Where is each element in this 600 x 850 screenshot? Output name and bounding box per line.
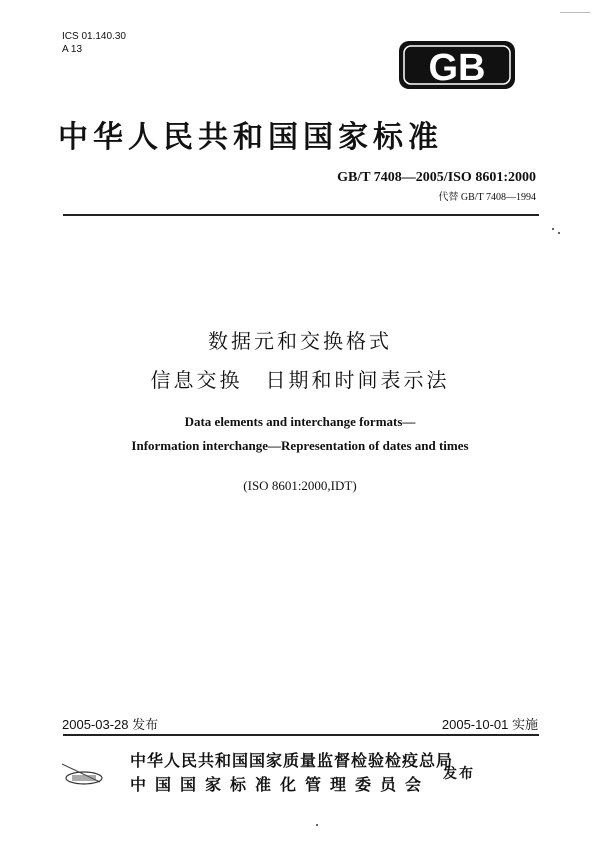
national-standard-title: 中华人民共和国国家标准	[58, 120, 443, 155]
replaces-standard: 代替 GB/T 7408—1994	[438, 192, 536, 203]
ccs-code: A 13	[62, 44, 83, 55]
gb-logo-icon	[398, 40, 516, 90]
issuer-line2: 中国国家标准化管理委员会	[130, 775, 431, 794]
issuer-line1: 中华人民共和国国家质量监督检验检疫总局	[130, 751, 454, 770]
title-en-line2: Information interchange—Representation of dates and times	[131, 438, 469, 453]
header-divider	[63, 214, 539, 216]
scan-speck	[560, 12, 590, 13]
stamp-mark-icon	[60, 758, 108, 788]
implement-date: 2005-10-01 实施	[441, 717, 538, 732]
title-cn-line2: 信息交换 日期和时间表示法	[150, 368, 450, 392]
scan-speck	[316, 824, 318, 826]
scan-speck	[558, 232, 560, 234]
scan-speck	[552, 228, 554, 230]
title-cn-line1: 数据元和交换格式	[208, 329, 392, 353]
footer-divider	[63, 734, 539, 736]
classification-codes	[62, 30, 126, 56]
adoption-note: (ISO 8601:2000,IDT)	[243, 478, 357, 493]
standard-number: GB/T 7408—2005/ISO 8601:2000	[337, 170, 536, 185]
ics-code: ICS 01.140.30	[62, 31, 126, 42]
logo-text: GB	[428, 47, 486, 89]
title-en-line1: Data elements and interchange formats—	[184, 414, 416, 429]
issue-label: 发布	[443, 766, 475, 782]
publish-date: 2005-03-28 发布	[62, 717, 159, 732]
